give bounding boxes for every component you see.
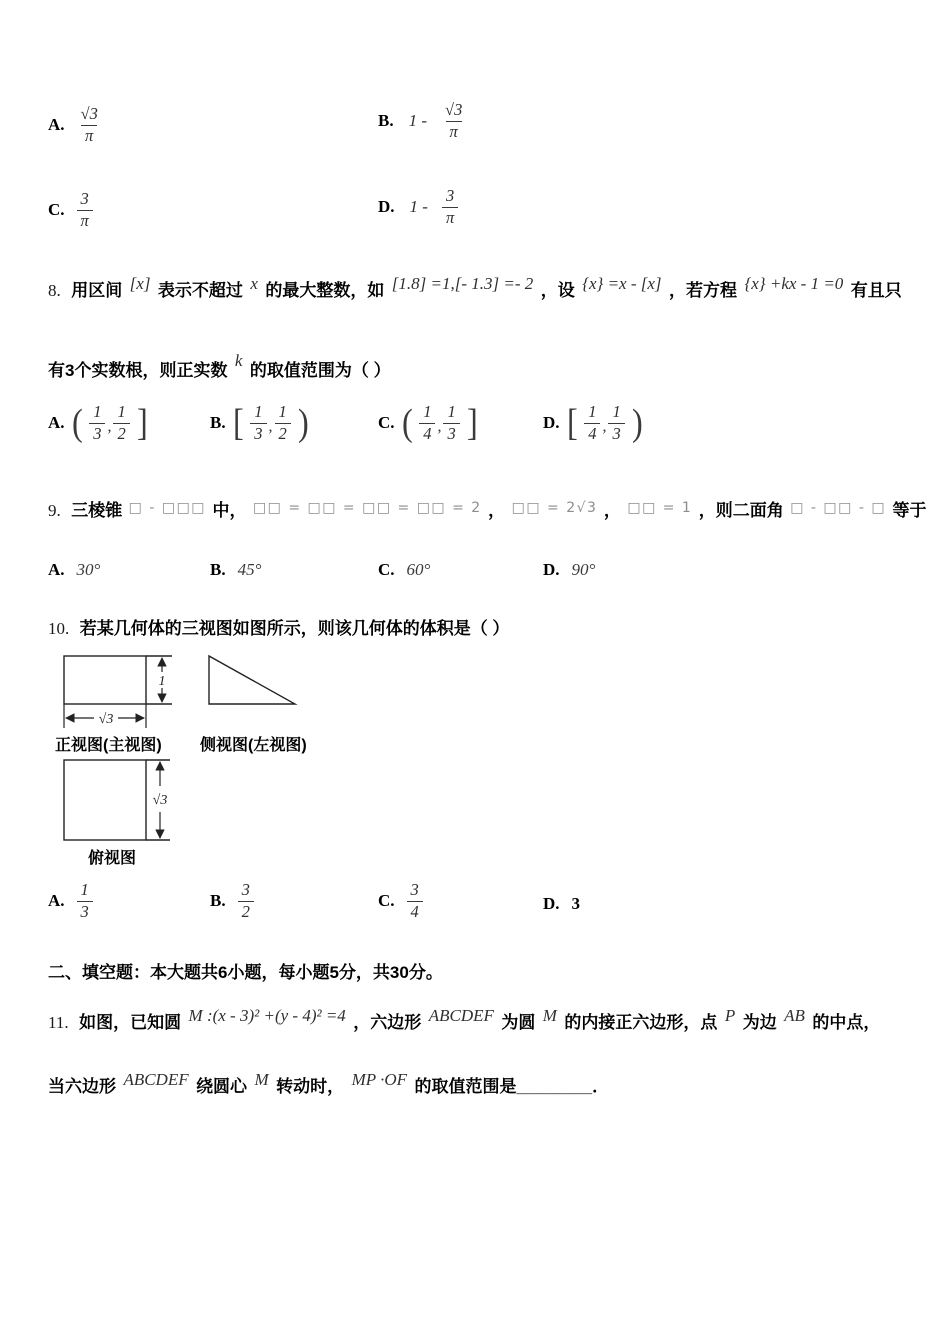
math-run: M :(x - 3)² +(y - 4)² =4 <box>188 1006 346 1025</box>
option-value: 3 <box>571 894 581 913</box>
open-delimiter: [ <box>566 402 578 445</box>
fraction-numerator: 3 <box>80 189 89 208</box>
q8-option-b <box>210 402 309 444</box>
close-delimiter: ] <box>466 402 478 445</box>
math-run: AB <box>784 1006 805 1025</box>
math-run: [1.8] =1,[- 1.3] =- 2 <box>391 274 534 293</box>
text-run: 有且只 <box>850 281 902 300</box>
close-delimiter: ) <box>631 402 643 445</box>
q9-text <box>48 496 927 521</box>
option-label: A. <box>48 560 65 579</box>
fraction-denominator: 4 <box>419 423 435 445</box>
fraction-denominator: 3 <box>443 423 459 445</box>
fraction <box>443 402 459 444</box>
fraction-denominator: 2 <box>113 423 129 445</box>
q10-option-c <box>378 880 423 922</box>
fraction <box>250 402 266 444</box>
front-height-dim: 1 <box>158 674 166 689</box>
fraction-numerator: 1 <box>278 402 287 421</box>
fraction-denominator: 4 <box>584 423 600 445</box>
text-run: ，设 <box>540 281 575 300</box>
front-rect <box>64 656 146 704</box>
fraction-numerator: 1 <box>447 402 456 421</box>
q10-option-d <box>543 894 580 914</box>
fraction-numerator: 1 <box>80 880 89 899</box>
q9-option-d <box>543 560 595 580</box>
fraction-numerator: 3 <box>241 880 250 899</box>
math-run: [x] <box>129 274 151 293</box>
missing-glyph-run: □□ = □□ = □□ = □□ = 2 <box>252 500 482 516</box>
text-run: ， <box>488 501 506 520</box>
open-delimiter: ( <box>401 402 413 445</box>
q9-option-c <box>378 560 430 580</box>
q7-option-a <box>48 104 102 146</box>
missing-glyph-run: □ - □□□ <box>128 500 207 516</box>
side-view-label: 侧视图(左视图) <box>200 737 307 754</box>
question-number: 10. <box>48 619 70 638</box>
text-run: ， <box>603 501 621 520</box>
text-run: 转动时， <box>276 1077 345 1096</box>
comma: , <box>602 418 607 436</box>
text-run: 等于 <box>892 501 927 520</box>
math-run: M <box>542 1006 557 1025</box>
fraction <box>441 100 466 142</box>
fraction <box>89 402 105 444</box>
option-label: C. <box>378 891 395 911</box>
fraction-numerator: 1 <box>117 402 126 421</box>
text-run: 中， <box>212 501 247 520</box>
math-run: k <box>234 351 243 370</box>
fraction <box>238 880 254 922</box>
text-run: 的取值范围是________． <box>414 1077 610 1096</box>
top-view-diagram <box>56 756 186 844</box>
math-run: M <box>254 1070 269 1089</box>
fraction-numerator: 1 <box>93 402 102 421</box>
q10-option-b <box>210 880 254 922</box>
q8-option-d <box>543 402 643 444</box>
front-width-dim: √3 <box>98 712 114 727</box>
option-label: B. <box>378 111 394 131</box>
q7-option-c <box>48 189 93 231</box>
option-label: B. <box>210 560 226 579</box>
side-view-diagram <box>203 650 303 712</box>
fraction-numerator: 1 <box>612 402 621 421</box>
text-run: 三棱锥 <box>71 501 123 520</box>
option-label: B. <box>210 891 226 911</box>
option-value: 30° <box>76 560 101 579</box>
q9-option-a <box>48 560 100 580</box>
option-value: 90° <box>571 560 596 579</box>
q8-option-a <box>48 402 148 444</box>
text-run: 的中点， <box>812 1013 881 1032</box>
fraction-numerator: 3 <box>410 880 419 899</box>
option-label: D. <box>378 197 395 217</box>
option-label: C. <box>378 560 395 579</box>
fraction-numerator: 3 <box>445 186 455 205</box>
fraction <box>275 402 291 444</box>
math-run: MP ·OF <box>351 1070 407 1089</box>
top-view-label: 俯视图 <box>88 850 137 867</box>
text-run: 为圆 <box>501 1013 536 1032</box>
fraction-denominator: 2 <box>275 423 291 445</box>
text-run: 当六边形 <box>48 1077 116 1096</box>
text-run: 有3个实数根，则正实数 <box>48 361 228 380</box>
text-run: 绕圆心 <box>196 1077 248 1096</box>
side-triangle <box>209 656 295 704</box>
fraction-numerator: 1 <box>423 402 432 421</box>
fraction <box>77 880 93 922</box>
question-number: 8. <box>48 281 61 300</box>
text-run: 若某几何体的三视图如图所示，则该几何体的体积是（ ） <box>79 619 510 638</box>
q11-text-line2 <box>48 1072 609 1097</box>
option-label: B. <box>210 413 226 433</box>
fraction <box>608 402 624 444</box>
fraction <box>113 402 129 444</box>
fraction-denominator: π <box>446 121 462 143</box>
math-run: {x} =x - [x] <box>582 274 662 293</box>
fraction-denominator: π <box>81 125 97 147</box>
option-label: A. <box>48 891 65 911</box>
text-run: 用区间 <box>71 281 123 300</box>
fraction <box>407 880 423 922</box>
text-run: ，若方程 <box>669 281 737 300</box>
section-2-header <box>48 958 443 983</box>
q10-text <box>48 614 509 639</box>
text-run: ，则二面角 <box>698 501 784 520</box>
fraction-denominator: π <box>442 207 458 229</box>
fraction-denominator: 3 <box>608 423 624 445</box>
math-run: 1 - <box>408 111 428 131</box>
fraction <box>442 186 458 228</box>
text-run: 的取值范围为（ ） <box>249 361 391 380</box>
option-value: 45° <box>237 560 262 579</box>
math-run: x <box>250 274 258 293</box>
text-run: ，六边形 <box>353 1013 422 1032</box>
fraction <box>77 104 102 146</box>
q11-text-line1 <box>48 1008 880 1033</box>
option-label: D. <box>543 413 560 433</box>
section-title: 二、填空题：本大题共6小题，每小题5分，共30分。 <box>48 963 443 982</box>
missing-glyph-run: □□ = 2√3 <box>511 500 598 516</box>
math-run: {x} +kx - 1 =0 <box>744 274 844 293</box>
option-label: D. <box>543 894 560 913</box>
math-run: ABCDEF <box>123 1070 189 1089</box>
fraction-denominator: 3 <box>77 901 93 923</box>
fraction-numerator: √3 <box>445 100 463 119</box>
text-run: 如图，已知圆 <box>79 1013 182 1032</box>
fraction <box>584 402 600 444</box>
text-run: 的最大整数，如 <box>265 281 385 300</box>
missing-glyph-run: □□ = 1 <box>627 500 693 516</box>
option-label: A. <box>48 413 65 433</box>
option-label: C. <box>378 413 395 433</box>
text-run: 表示不超过 <box>157 281 243 300</box>
fraction <box>419 402 435 444</box>
fraction <box>77 189 93 231</box>
q7-option-b <box>378 100 466 142</box>
text-run: 为边 <box>742 1013 777 1032</box>
q8-text-line1 <box>48 276 902 301</box>
open-delimiter: [ <box>232 402 244 445</box>
close-delimiter: ) <box>297 402 309 445</box>
option-label: A. <box>48 115 65 135</box>
math-run: ABCDEF <box>428 1006 494 1025</box>
comma: , <box>107 418 112 436</box>
q8-text-line2 <box>48 351 391 381</box>
fraction-denominator: 3 <box>250 423 266 445</box>
fraction-numerator: 1 <box>588 402 597 421</box>
fraction-denominator: 2 <box>238 901 254 923</box>
question-number: 9. <box>48 501 61 520</box>
fraction-denominator: 3 <box>89 423 105 445</box>
option-label: C. <box>48 200 65 220</box>
fraction-denominator: π <box>77 210 93 232</box>
top-dim: √3 <box>152 793 168 808</box>
option-label: D. <box>543 560 560 579</box>
missing-glyph-run: □ - □□ - □ <box>790 500 887 516</box>
open-delimiter: ( <box>71 402 83 445</box>
option-value: 60° <box>406 560 431 579</box>
q10-option-a <box>48 880 93 922</box>
front-view-label: 正视图(主视图) <box>55 737 162 754</box>
math-run: 1 - <box>409 197 428 217</box>
math-run: P <box>724 1006 736 1025</box>
fraction-numerator: 1 <box>254 402 263 421</box>
question-number: 11. <box>48 1013 69 1032</box>
text-run: 的内接正六边形，点 <box>564 1013 718 1032</box>
fraction-denominator: 4 <box>407 901 423 923</box>
close-delimiter: ] <box>136 402 148 445</box>
q8-option-c <box>378 402 478 444</box>
fraction-numerator: √3 <box>80 104 98 123</box>
comma: , <box>437 418 442 436</box>
top-rect <box>64 760 146 840</box>
comma: , <box>268 418 273 436</box>
q9-option-b <box>210 560 261 580</box>
q7-option-d <box>378 186 458 228</box>
